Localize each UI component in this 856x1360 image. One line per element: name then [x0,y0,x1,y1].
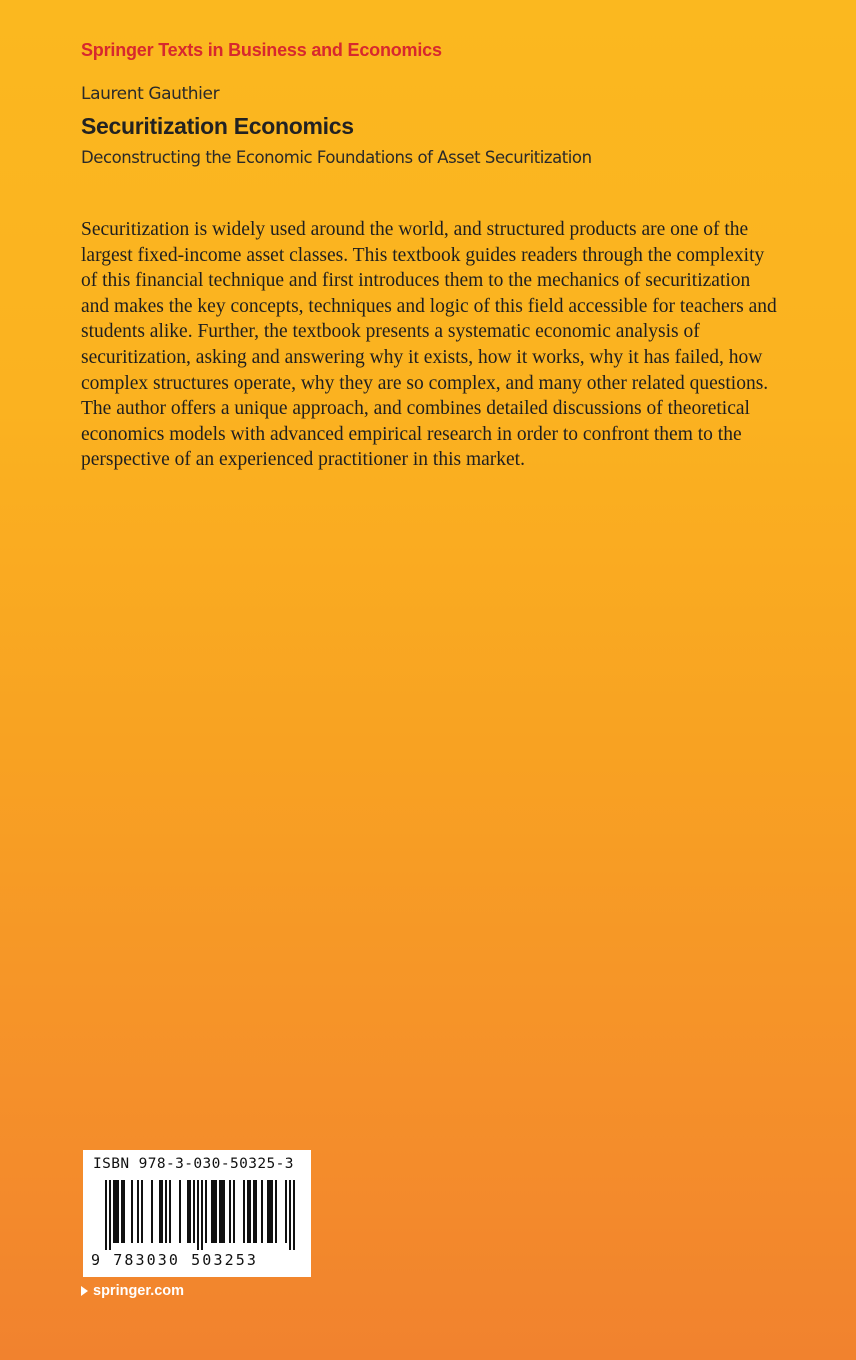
barcode-bar [141,1180,143,1243]
barcode-bar [275,1180,277,1243]
arrow-right-icon [81,1286,88,1296]
series-title: Springer Texts in Business and Economics [81,40,442,60]
barcode-bar [289,1180,291,1250]
website-link[interactable] [81,1283,184,1299]
barcode-bar [261,1180,263,1243]
barcode-bar [131,1180,133,1243]
barcode-bar [121,1180,123,1243]
barcode-bar [187,1180,189,1243]
barcode-bar [123,1180,125,1243]
barcode-bar [105,1180,107,1250]
barcode-bar [211,1180,213,1243]
barcode-bars [83,1178,311,1252]
barcode-bar [293,1180,295,1250]
barcode-bar [233,1180,235,1243]
barcode-bar [189,1180,191,1243]
barcode-bar [255,1180,257,1243]
barcode-bar [201,1180,203,1250]
barcode-bar [117,1180,119,1243]
barcode-bar [267,1180,269,1243]
barcode-bar [165,1180,167,1243]
barcode-bar [219,1180,221,1243]
barcode-bar [269,1180,271,1243]
barcode-bar [179,1180,181,1243]
book-description: Securitization is widely used around the world, and structured products are one of the largest fixed-income asset classes. This textbook guides readers through the complexity of this financial technique and first introduces them to the mechanics of securitization and makes the key concepts, techniques and logic of this field accessible for teachers and students alike. Further, the textbook presents a systematic economic analysis of securitization, asking and answering why it exists, how it works, why it has failed, how complex structures operate, why they are so complex, and many other related questions. The author offers a unique approach, and combines detailed discussions of theoretical economics models with advanced empirical research in order to confront them to the perspective of an experienced practitioner in this market. [81,219,777,471]
author-name: Laurent Gauthier [81,84,220,104]
isbn-label: ISBN 978-3-030-50325-3 [93,1156,294,1172]
barcode-bar [151,1180,153,1243]
barcode-bar [137,1180,139,1243]
barcode-bar [247,1180,249,1243]
barcode-bar [115,1180,117,1243]
barcode-bar [253,1180,255,1243]
barcode-bar [213,1180,215,1243]
website-label: springer.com [93,1283,185,1299]
isbn-barcode [83,1150,311,1277]
barcode-bar [215,1180,217,1243]
barcode-bar [197,1180,199,1250]
barcode-bar [193,1180,195,1243]
barcode-bar [109,1180,111,1250]
barcode-bar [221,1180,223,1243]
barcode-bar [285,1180,287,1243]
book-subtitle: Deconstructing the Economic Foundations of Asset Securitization [81,148,592,167]
barcode-bar [243,1180,245,1243]
book-title: Securitization Economics [81,113,354,139]
barcode-bar [249,1180,251,1243]
barcode-bar [113,1180,115,1243]
barcode-bar [159,1180,161,1243]
barcode-bar [271,1180,273,1243]
barcode-bar [205,1180,207,1243]
ean-digits: 9 783030 503253 [91,1251,258,1269]
barcode-bar [161,1180,163,1243]
barcode-bar [223,1180,225,1243]
barcode-bar [169,1180,171,1243]
barcode-bar [229,1180,231,1243]
